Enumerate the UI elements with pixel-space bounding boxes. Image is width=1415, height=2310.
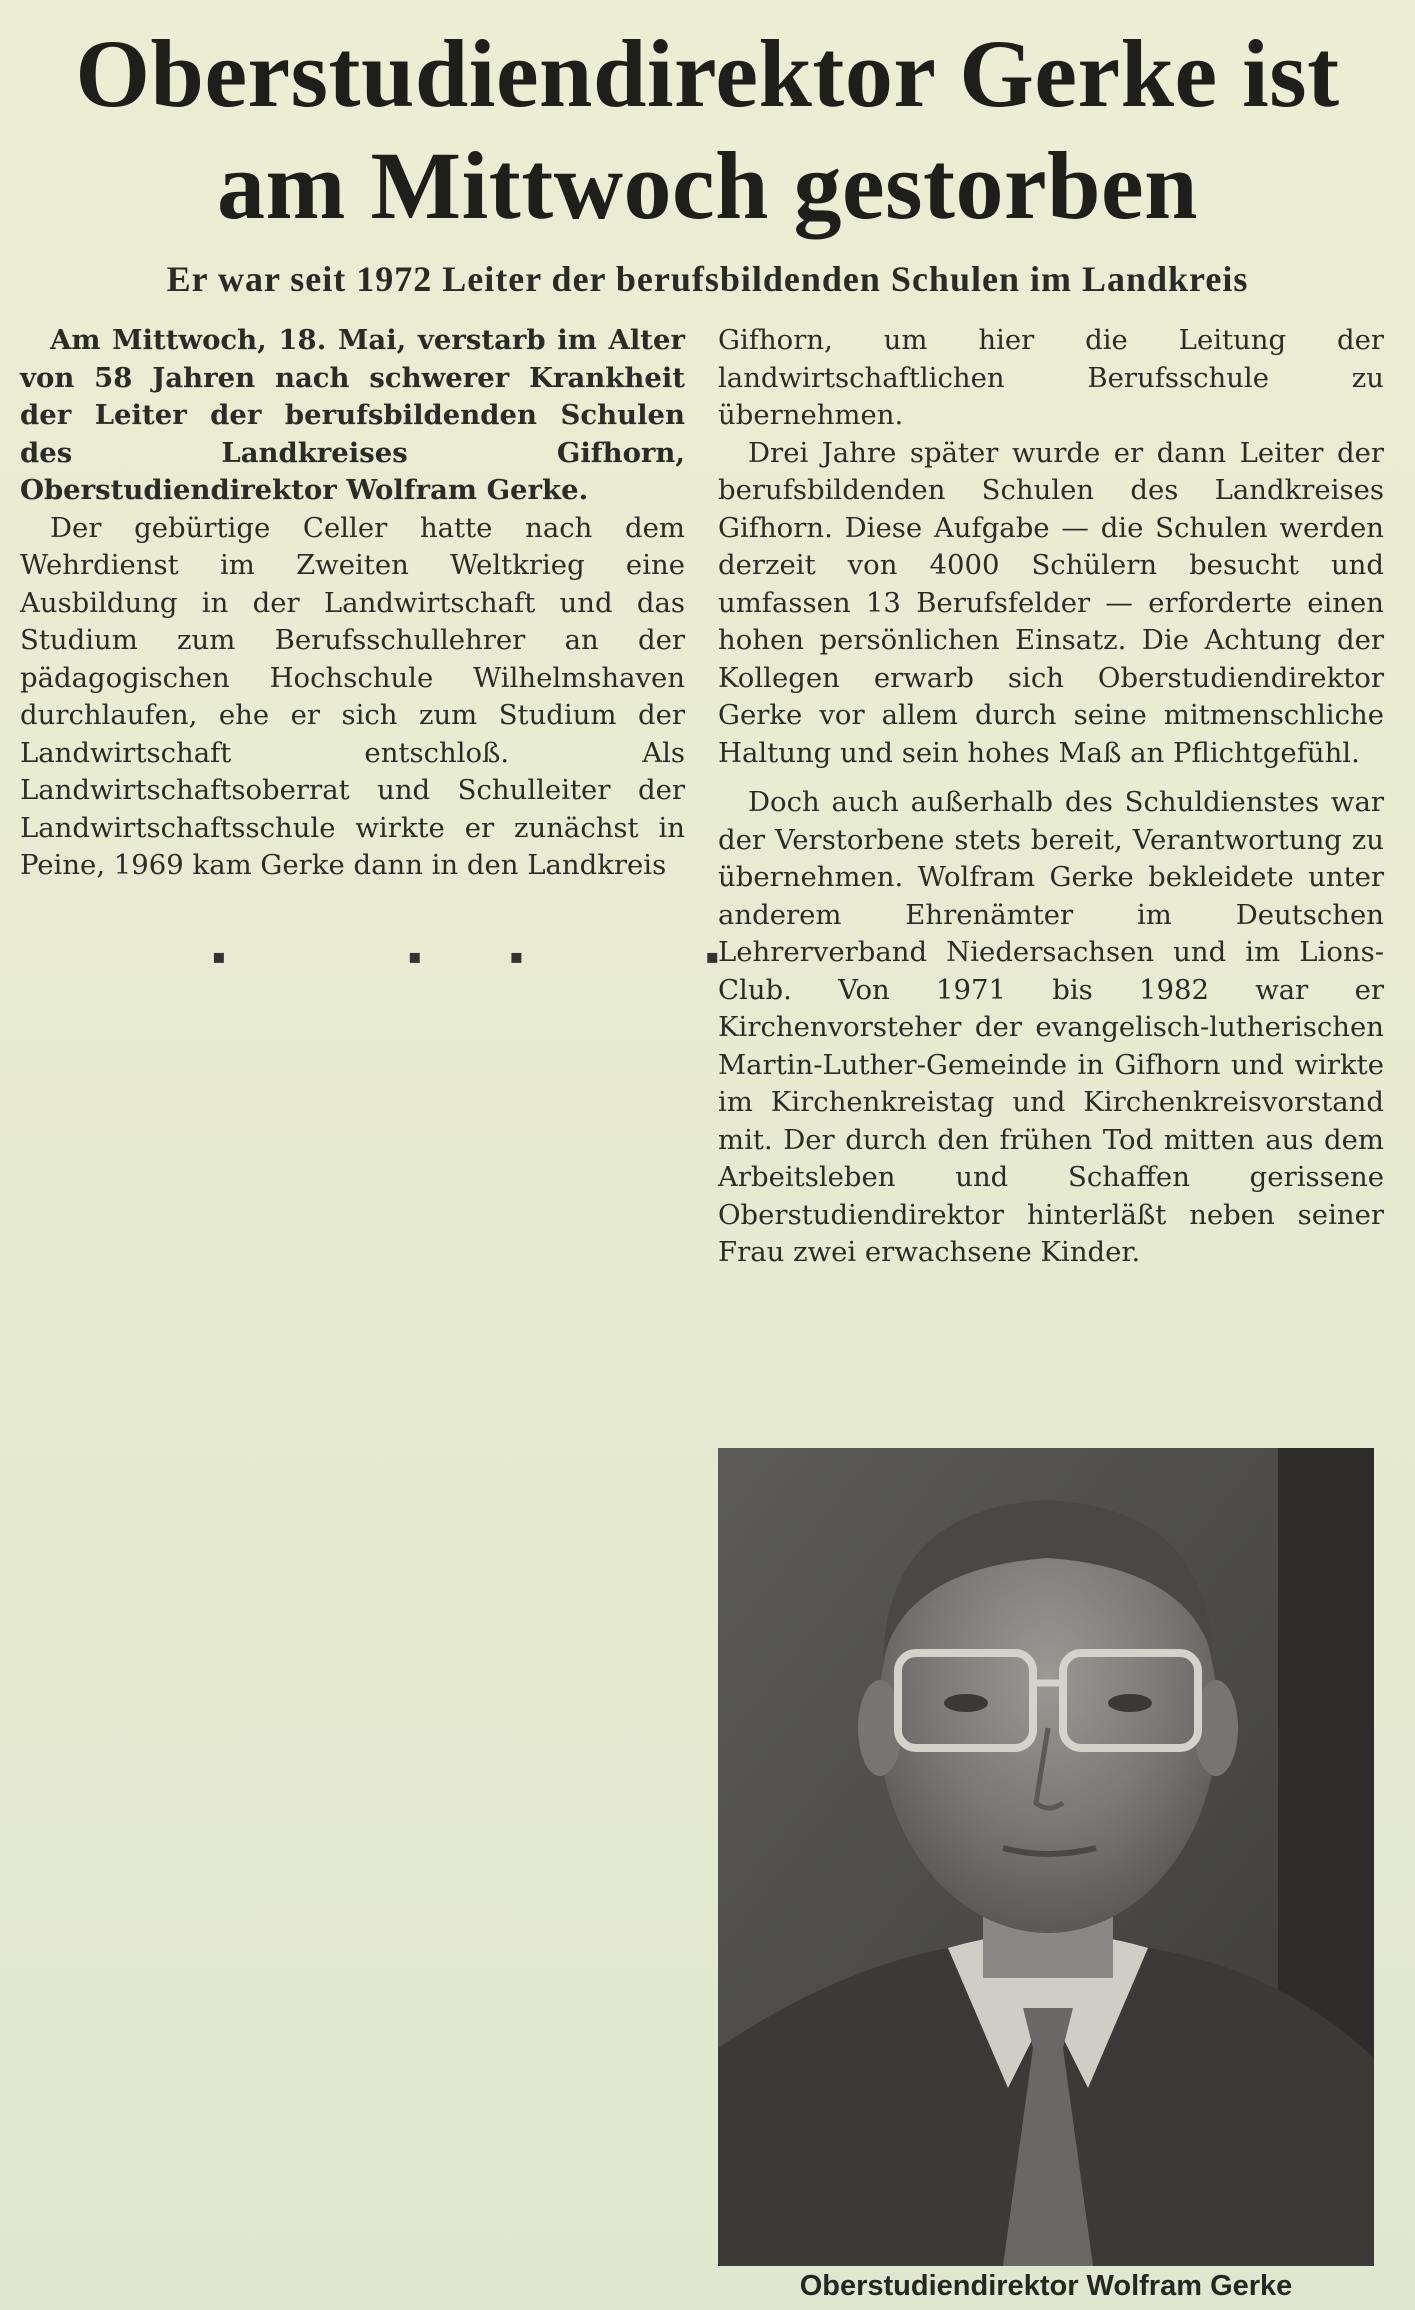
- body-paragraph-3: Doch auch außerhalb des Schuldienstes war der Verstorbene stets bereit, Verantwortung zu übernehmen. Wolfram Gerke bekleidete unter anderem Ehrenämter im Deutschen Lehrerverband Niedersachsen und im Lions-Club. Von 1971 bis 1982 war er Kirchenvorsteher der evangelisch-lutherischen Martin-Luther-Gemeinde in Gifhorn und wirkte im Kirchenkreistag und Kirchenkreisvorstand mit. Der durch den frühen Tod mitten aus dem Arbeitsleben und Schaffen gerissene Oberstudiendirektor hinterläßt neben seiner Frau zwei erwachsene Kinder.: [718, 786, 1384, 1268]
- article-column-right: [718, 322, 1384, 1272]
- subheadline: Er war seit 1972 Leiter der berufsbildenden Schulen im Landkreis: [166, 259, 1249, 299]
- body-paragraph-2: Drei Jahre später wurde er dann Leiter der berufsbildenden Schulen des Landkreises Gifhorn. Diese Aufgabe — die Schulen werden derzeit von 4000 Schülern besucht und umfassen 13 Berufsfelder — erforderte einen hohen persönlichen Einsatz. Die Achtung der Kollegen erwarb sich Oberstudiendirektor Gerke vor allem durch seine mitmenschliche Haltung und sein hohes Maß an Pflichtgefühl.: [718, 436, 1384, 769]
- headline: Oberstudiendirektor Gerke ist am Mittwoch gestorben: [75, 20, 1340, 239]
- body-paragraph-1: Der gebürtige Celler hatte nach dem Wehrdienst im Zweiten Weltkrieg eine Ausbildung in der Landwirtschaft und das Studium zum Berufsschullehrer an der pädagogischen Hochschule Wilhelmshaven durchlaufen, ehe er sich zum Studium der Landwirtschaft entschloß. Als Landwirtschaftsoberrat und Schulleiter der Landwirtschaftsschule wirkte er zunächst in Peine, 1969 kam Gerke dann in den Landkreis: [20, 511, 685, 881]
- lead-paragraph: Am Mittwoch, 18. Mai, verstarb im Alter von 58 Jahren nach schwerer Krankheit der Leiter der berufsbildenden Schulen des Landkreises Gifhorn, Oberstudiendirektor Wolfram Gerke.: [20, 324, 685, 506]
- print-marks: ▪ ▪▪ ▪: [212, 944, 807, 968]
- article-column-left: [20, 322, 685, 885]
- photo-caption: Oberstudiendirektor Wolfram Gerke: [799, 2270, 1293, 2302]
- portrait-photo: [718, 1448, 1374, 2266]
- portrait-image: [718, 1448, 1374, 2266]
- body-paragraph-1-continued: Gifhorn, um hier die Leitung der landwirtschaftlichen Berufsschule zu übernehmen.: [718, 324, 1384, 431]
